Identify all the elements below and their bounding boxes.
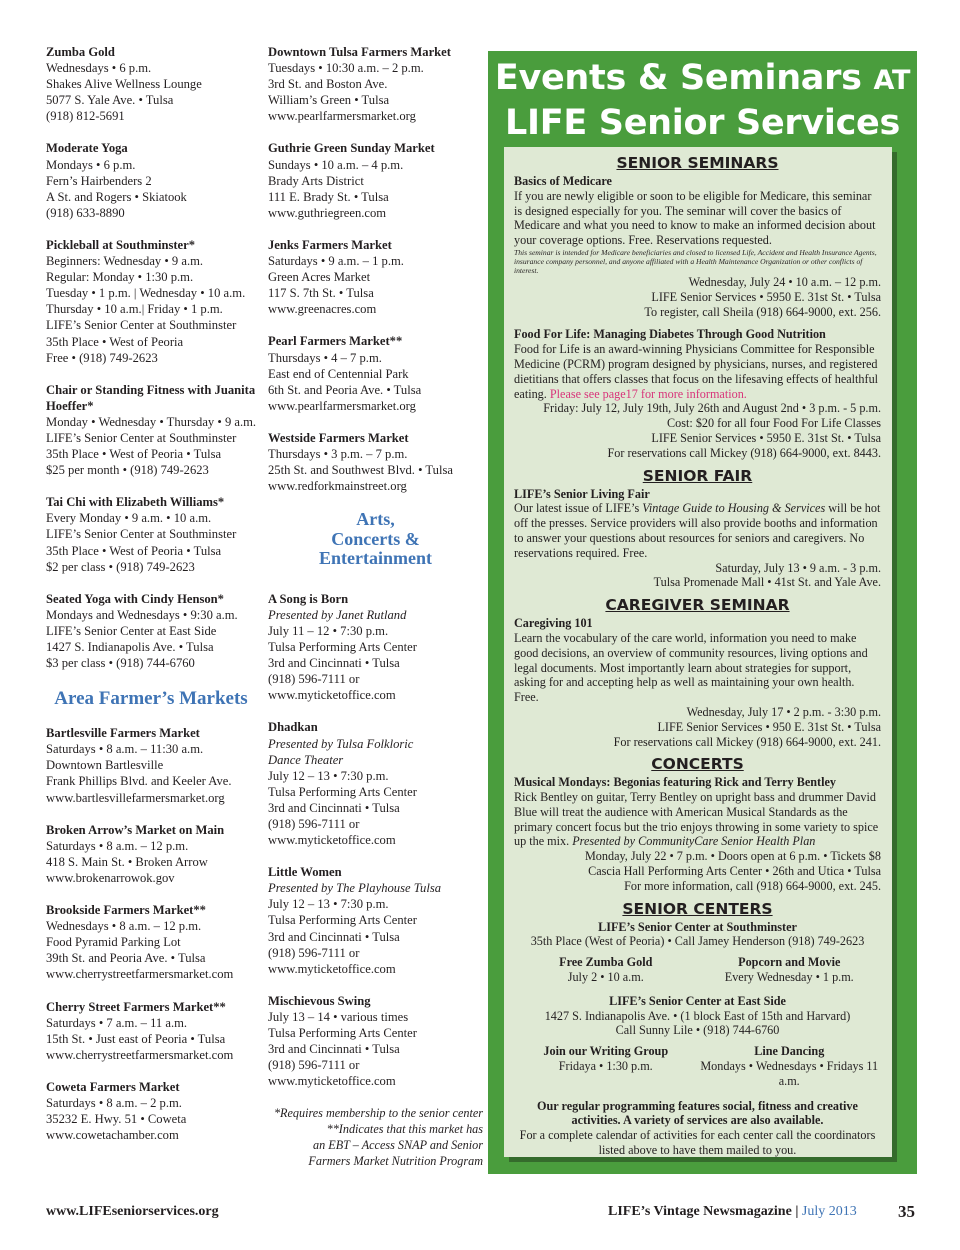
listing-detail: Every Monday • 9 a.m. • 10 a.m.	[46, 511, 212, 526]
magazine-footer	[608, 1204, 857, 1220]
listing-detail: Tulsa Performing Arts Center	[268, 1026, 417, 1040]
listing-entry	[268, 237, 483, 317]
listing-presenter: Presented by Janet Rutland	[268, 607, 407, 622]
caregiving-reservations: For reservations call Mickey (918) 664-9000, ext. 241.	[613, 734, 881, 749]
east-side-contact: Call Sunny Lile • (918) 744-6760	[615, 1023, 780, 1038]
listing-title: Coweta Farmers Market	[46, 1079, 180, 1094]
listing-detail: $2 per class • (918) 749-2623	[46, 559, 195, 574]
listing-detail: 35th Place • West of Peoria • Tulsa	[46, 543, 222, 558]
listing-presenter: Dance Theater	[268, 752, 344, 767]
listings-column-1	[46, 44, 256, 1159]
listing-detail: 35th Place • West of Peoria	[46, 334, 184, 349]
east-side-activities	[514, 1044, 881, 1088]
events-seminars-panel	[488, 51, 917, 1174]
listing-entry	[46, 237, 256, 366]
listing-detail: Wednesdays • 6 p.m.	[46, 61, 152, 76]
farmers-markets-heading: Area Farmer’s Markets	[54, 688, 248, 710]
activity-time: Mondays • Wednesdays • Fridays 11 a.m.	[700, 1059, 879, 1088]
fair-text-a: Our latest issue of LIFE’s	[514, 501, 640, 516]
concert-title: Musical Mondays: Begonias featuring Rick and Terry Bentley	[514, 775, 836, 790]
footnote-line: Farmers Market Nutrition Program	[308, 1154, 483, 1169]
listing-detail: (918) 596-7111 or	[268, 672, 360, 687]
listing-entry	[46, 382, 256, 479]
listing-title: Zumba Gold	[46, 45, 115, 59]
listing-entry	[268, 333, 483, 413]
events-title-text: Events & Seminars	[494, 58, 862, 98]
footer-separator: |	[795, 1204, 799, 1219]
senior-seminars-heading: SENIOR SEMINARS	[616, 154, 779, 172]
listing-detail: Saturdays • 8 a.m. – 2 p.m.	[46, 1095, 182, 1110]
concert-description	[514, 790, 881, 849]
listing-detail: Tuesdays • 10:30 a.m. – 2 p.m.	[268, 61, 424, 76]
listing-title: Westside Farmers Market	[268, 430, 409, 445]
fair-when: Saturday, July 13 • 9 a.m. - 3 p.m.	[715, 560, 881, 575]
food-where: LIFE Senior Services • 5950 E. 31st St. • Tulsa	[651, 430, 881, 445]
events-title-line-2: LIFE Senior Services	[504, 103, 900, 143]
listing-detail: 35232 E. Hwy. 51 • Coweta	[46, 1112, 187, 1127]
listing-detail: 3rd and Cincinnati • Tulsa	[268, 656, 400, 671]
listing-detail: July 13 – 14 • various times	[268, 1009, 409, 1024]
listing-url[interactable]: www.myticketoffice.com	[268, 961, 396, 976]
listing-detail: July 12 – 13 • 7:30 p.m.	[268, 768, 389, 783]
issue-month: July 2013	[801, 1204, 857, 1219]
listing-url[interactable]: www.brokenarrowok.gov	[46, 870, 175, 885]
listing-presenter: Presented by The Playhouse Tulsa	[268, 881, 442, 896]
listing-detail: Downtown Bartlesville	[46, 758, 164, 773]
listing-title: Cherry Street Farmers Market**	[46, 999, 226, 1014]
activity-title: Join our Writing Group	[543, 1044, 669, 1059]
zumba-activity	[514, 955, 698, 985]
listing-url[interactable]: www.pearlfarmersmarket.org	[268, 109, 416, 124]
listing-detail: Monday • Wednesday • Thursday • 9 a.m.	[46, 414, 257, 429]
listing-detail: LIFE’s Senior Center at Southminster	[46, 430, 237, 445]
listing-detail: (918) 812-5691	[46, 109, 125, 124]
listing-detail: $25 per month • (918) 749-2623	[46, 463, 209, 478]
listing-url[interactable]: www.cherrystreetfarmersmarket.com	[46, 1047, 234, 1062]
caregiving-description: Learn the vocabulary of the care world, information you need to make good decisions, an overview of community resources, living options and legal documents. Most importantly learn about strategies for support, asking for and accepting help as well as maintaining your own health. Free.	[514, 630, 868, 705]
events-content	[504, 147, 892, 1157]
food-page-link[interactable]: Please see page17 for more information.	[549, 386, 747, 401]
medicare-title: Basics of Medicare	[514, 174, 612, 188]
senior-fair-heading: SENIOR FAIR	[642, 466, 753, 485]
activity-title: Popcorn and Movie	[738, 955, 841, 970]
listing-url[interactable]: www.myticketoffice.com	[268, 688, 396, 703]
caregiving-title: Caregiving 101	[514, 616, 593, 631]
arts-listings	[268, 591, 483, 1090]
listing-entry	[268, 591, 483, 704]
listing-detail: Saturdays • 8 a.m. – 12 p.m.	[46, 838, 189, 853]
listing-url[interactable]: www.myticketoffice.com	[268, 833, 396, 848]
farmers-market-listings	[46, 725, 256, 1143]
listing-detail: Fern’s Hairbenders 2	[46, 173, 152, 188]
food-cost: Cost: $20 for all four Food For Life Classes	[667, 416, 881, 431]
listing-entry	[46, 591, 256, 671]
magazine-name: LIFE’s Vintage Newsmagazine	[608, 1204, 792, 1219]
listings-column-2	[268, 44, 483, 1169]
listing-entry	[268, 430, 483, 494]
activity-time: Every Wednesday • 1 p.m.	[724, 970, 854, 985]
arts-heading-line: Arts,	[356, 509, 395, 530]
listing-detail: Shakes Alive Wellness Lounge	[46, 77, 202, 92]
listing-detail: 418 S. Main St. • Broken Arrow	[46, 854, 208, 869]
listing-detail: (918) 596-7111 or	[268, 945, 360, 960]
food-reservations: For reservations call Mickey (918) 664-9000, ext. 8443.	[607, 445, 881, 460]
fitness-listings	[46, 44, 256, 671]
caregiver-seminar-heading: CAREGIVER SEMINAR	[605, 596, 790, 615]
listing-title: Mischievous Swing	[268, 993, 371, 1008]
listing-detail: Tulsa Performing Arts Center	[268, 784, 417, 799]
listing-title: Tai Chi with Elizabeth Williams*	[46, 495, 225, 510]
listing-detail: Food Pyramid Parking Lot	[46, 935, 181, 950]
food-for-life-description	[514, 342, 881, 401]
listing-detail: (918) 596-7111 or	[268, 816, 360, 831]
listing-detail: 5077 S. Yale Ave. • Tulsa	[46, 93, 174, 108]
southminster-title: LIFE’s Senior Center at Southminster	[598, 919, 797, 934]
listing-title: Chair or Standing Fitness with Juanita Hoeffer*	[46, 382, 256, 413]
listing-detail: LIFE’s Senior Center at East Side	[46, 623, 217, 638]
listing-entry	[46, 494, 256, 574]
listing-detail: 15th St. • Just east of Peoria • Tulsa	[46, 1031, 226, 1046]
listing-url[interactable]: www.pearlfarmersmarket.org	[268, 398, 416, 413]
listing-url[interactable]: www.cowetachamber.com	[46, 1128, 179, 1143]
listing-detail: (918) 633-8890	[46, 205, 125, 220]
senior-fair-title: LIFE’s Senior Living Fair	[514, 486, 650, 501]
writing-group-activity	[514, 1044, 698, 1088]
listing-detail: 3rd and Cincinnati • Tulsa	[268, 1042, 400, 1057]
arts-heading-line: Entertainment	[319, 548, 432, 569]
farmers-market-listings-continued	[268, 44, 483, 494]
concert-when: Monday, July 22 • 7 p.m. • Doors open at 6 p.m. • Tickets $8	[584, 849, 881, 864]
listing-detail: 39th St. and Peoria Ave. • Tulsa	[46, 951, 206, 966]
medicare-fine-print: This seminar is intended for Medicare beneficiaries and closed to licensed Life, Accident and Health Insurance Agents, insurance company personnel, and anyone affiliated with a Health Maintenance Organization or other conflicts of interest.	[514, 247, 877, 275]
listing-entry	[268, 864, 483, 977]
arts-heading-line: Concerts &	[331, 528, 420, 549]
listing-detail: July 11 – 12 • 7:30 p.m.	[268, 623, 389, 638]
east-side-title: LIFE’s Senior Center at East Side	[609, 993, 786, 1008]
fair-guide-title: Vintage Guide to Housing & Services	[642, 501, 826, 516]
fair-text-b: will be hot off the presses. Service providers will also provide booths and information to answer your questions about resources for seniors and caregivers. No reservations required. Free.	[514, 501, 881, 560]
listing-entry	[268, 44, 483, 124]
concerts-heading: CONCERTS	[651, 755, 744, 774]
footnote-line: *Requires membership to the senior center	[273, 1106, 483, 1121]
listing-detail: Brady Arts District	[268, 173, 364, 188]
listing-entry	[268, 719, 483, 848]
medicare-where: LIFE Senior Services • 5950 E. 31st St. • Tulsa	[651, 289, 881, 304]
listing-detail: LIFE’s Senior Center at Southminster	[46, 318, 237, 333]
food-text: Food for Life is an award-winning Physicians Committee for Responsible Medicine (PCRM) program designed by physicians, nurses, and registered dietitians that offers classes that focus on the lifesaving effects of healthful eating.	[514, 342, 879, 401]
line-dancing-activity	[698, 1044, 882, 1088]
activity-time: Fridaya • 1:30 p.m.	[558, 1059, 653, 1074]
listing-title: Pearl Farmers Market**	[268, 334, 403, 349]
east-side-address: 1427 S. Indianapolis Ave. • (1 block East of 15th and Harvard)	[544, 1008, 851, 1023]
listing-detail: Free • (918) 749-2623	[46, 350, 158, 365]
listing-detail: Wednesdays • 8 a.m. – 12 p.m.	[46, 919, 202, 934]
listing-detail: Thursdays • 4 – 7 p.m.	[268, 350, 382, 365]
website-url[interactable]: www.LIFEseniorservices.org	[46, 1204, 219, 1219]
listing-detail: 3rd and Cincinnati • Tulsa	[268, 929, 400, 944]
listing-title: Guthrie Green Sunday Market	[268, 141, 435, 156]
events-title-at: AT	[873, 65, 911, 96]
listing-url[interactable]: www.cherrystreetfarmersmarket.com	[46, 967, 234, 982]
listing-detail: Tulsa Performing Arts Center	[268, 913, 417, 928]
senior-fair-description	[514, 501, 881, 560]
listing-detail: Mondays and Wednesdays • 9:30 a.m.	[46, 607, 238, 622]
page-number: 35	[898, 1202, 915, 1221]
programming-note: Our regular programming features social, fitness and creative activities. A variety of services are also available.	[537, 1098, 858, 1128]
listing-entry	[268, 140, 483, 220]
listing-title: Seated Yoga with Cindy Henson*	[46, 591, 224, 606]
southminster-address: 35th Place (West of Peoria) • Call Jamey Henderson (918) 749-2623	[530, 934, 865, 949]
listing-entry	[46, 1079, 256, 1143]
listing-detail: 117 S. 7th St. • Tulsa	[268, 286, 374, 301]
fair-where: Tulsa Promenade Mall • 41st St. and Yale Ave.	[653, 575, 881, 590]
listing-detail: Beginners: Wednesday • 9 a.m.	[46, 254, 204, 269]
listing-title: A Song is Born	[268, 591, 349, 606]
listing-title: Pickleball at Southminster*	[46, 237, 196, 252]
medicare-register: To register, call Sheila (918) 664-9000, ext. 256.	[644, 304, 881, 319]
listing-detail: LIFE’s Senior Center at Southminster	[46, 527, 237, 542]
listing-title: Broken Arrow’s Market on Main	[46, 822, 225, 837]
listing-detail: Tuesday • 1 p.m. | Wednesday • 10 a.m.	[46, 286, 246, 301]
listing-detail: Thursdays • 3 p.m. – 7 p.m.	[268, 446, 408, 461]
activity-title: Free Zumba Gold	[559, 955, 653, 970]
listing-url[interactable]: www.myticketoffice.com	[268, 1074, 396, 1089]
listing-detail: 1427 S. Indianapolis Ave. • Tulsa	[46, 640, 214, 654]
activity-title: Line Dancing	[754, 1044, 825, 1059]
listing-entry	[46, 44, 256, 124]
listing-entry	[46, 902, 256, 982]
listing-entry	[46, 725, 256, 805]
listing-title: Jenks Farmers Market	[268, 237, 392, 252]
listing-detail: July 12 – 13 • 7:30 p.m.	[268, 897, 389, 912]
medicare-when: Wednesday, July 24 • 10 a.m. – 12 p.m.	[688, 274, 881, 289]
movie-activity	[698, 955, 882, 985]
events-title	[488, 57, 917, 144]
listing-entry	[46, 140, 256, 220]
listing-url[interactable]: www.redforkmainstreet.org	[268, 479, 407, 494]
listing-detail: William’s Green • Tulsa	[268, 93, 390, 108]
activity-time: July 2 • 10 a.m.	[567, 970, 644, 985]
listing-detail: Saturdays • 9 a.m. – 1 p.m.	[268, 254, 404, 269]
listing-url[interactable]: www.guthriegreen.com	[268, 205, 387, 220]
listing-url[interactable]: www.greenacres.com	[268, 302, 377, 317]
membership-footnote	[268, 1105, 483, 1169]
footnote-line: **Indicates that this market has	[326, 1122, 483, 1137]
calendar-note: For a complete calendar of activities for each center call the coordinators listed above to have them mailed to you.	[519, 1128, 876, 1158]
concert-info: For more information, call (918) 664-9000, ext. 245.	[624, 878, 881, 893]
listing-detail: (918) 596-7111 or	[268, 1058, 360, 1073]
listing-title: Brookside Farmers Market**	[46, 903, 206, 918]
caregiving-when: Wednesday, July 17 • 2 p.m. - 3:30 p.m.	[686, 704, 881, 719]
caregiving-where: LIFE Senior Services • 950 E. 31st St. • Tulsa	[657, 719, 881, 734]
listing-url[interactable]: www.bartlesvillefarmersmarket.org	[46, 790, 225, 805]
listing-detail: 111 E. Brady St. • Tulsa	[268, 189, 389, 204]
events-title-line-1	[488, 57, 917, 102]
listing-detail: 25th St. and Southwest Blvd. • Tulsa	[268, 463, 453, 478]
listing-detail: 6th St. and Peoria Ave. • Tulsa	[268, 382, 422, 397]
medicare-description: If you are newly eligible or soon to be eligible for Medicare, this seminar is designed especially for you. The seminar will cover the basics of Medicare and what you need to know to make an informed decision about your coverage options. Free. Reservations requested.	[514, 188, 876, 248]
listing-detail: Mondays • 6 p.m.	[46, 157, 136, 172]
listing-title: Dhadkan	[268, 720, 318, 735]
listing-entry	[268, 993, 483, 1090]
listing-detail: 3rd and Cincinnati • Tulsa	[268, 800, 400, 815]
listing-detail: Green Acres Market	[268, 270, 371, 285]
food-for-life-title: Food For Life: Managing Diabetes Through Good Nutrition	[514, 327, 826, 342]
listing-detail: Regular: Monday • 1:30 p.m.	[46, 270, 194, 285]
arts-entertainment-heading	[268, 510, 483, 569]
listing-presenter: Presented by Tulsa Folkloric	[268, 736, 414, 751]
listing-title: Bartlesville Farmers Market	[46, 726, 200, 741]
listing-title: Little Women	[268, 865, 342, 880]
listing-detail: A St. and Rogers • Skiatook	[46, 189, 187, 204]
listing-detail: Sundays • 10 a.m. – 4 p.m.	[268, 157, 404, 172]
concert-text: Rick Bentley on guitar, Terry Bentley on upright bass and drummer David Blue will treat the audience with American Musical Standards as the primary concert focus but the trio enjoys throwing in some variety to spice up the mix.	[514, 790, 879, 849]
listing-detail: Tulsa Performing Arts Center	[268, 640, 417, 655]
listing-detail: $3 per class • (918) 744-6760	[46, 656, 195, 671]
concert-where: Cascia Hall Performing Arts Center • 26th and Utica • Tulsa	[588, 864, 881, 879]
senior-centers-heading: SENIOR CENTERS	[622, 899, 773, 918]
listing-entry	[46, 822, 256, 886]
listing-detail: Saturdays • 7 a.m. – 11 a.m.	[46, 1015, 188, 1030]
listing-detail: East end of Centennial Park	[268, 366, 409, 381]
footnote-line: an EBT – Access SNAP and Senior	[313, 1138, 483, 1153]
concert-presenter: Presented by CommunityCare Senior Health Plan	[572, 834, 816, 849]
listing-detail: 3rd St. and Boston Ave.	[268, 77, 388, 92]
listing-detail: Thursday • 10 a.m.| Friday • 1 p.m.	[46, 302, 223, 317]
listing-detail: Saturdays • 8 a.m. – 11:30 a.m.	[46, 742, 204, 757]
listing-entry	[46, 999, 256, 1063]
listing-title: Downtown Tulsa Farmers Market	[268, 45, 451, 59]
listing-title: Moderate Yoga	[46, 141, 128, 156]
food-when: Friday: July 12, July 19th, July 26th and August 2nd • 3 p.m. - 5 p.m.	[543, 401, 881, 416]
listing-detail: Frank Phillips Blvd. and Keeler Ave.	[46, 774, 232, 789]
southminster-activities	[514, 955, 881, 985]
listing-detail: 35th Place • West of Peoria • Tulsa	[46, 447, 222, 462]
